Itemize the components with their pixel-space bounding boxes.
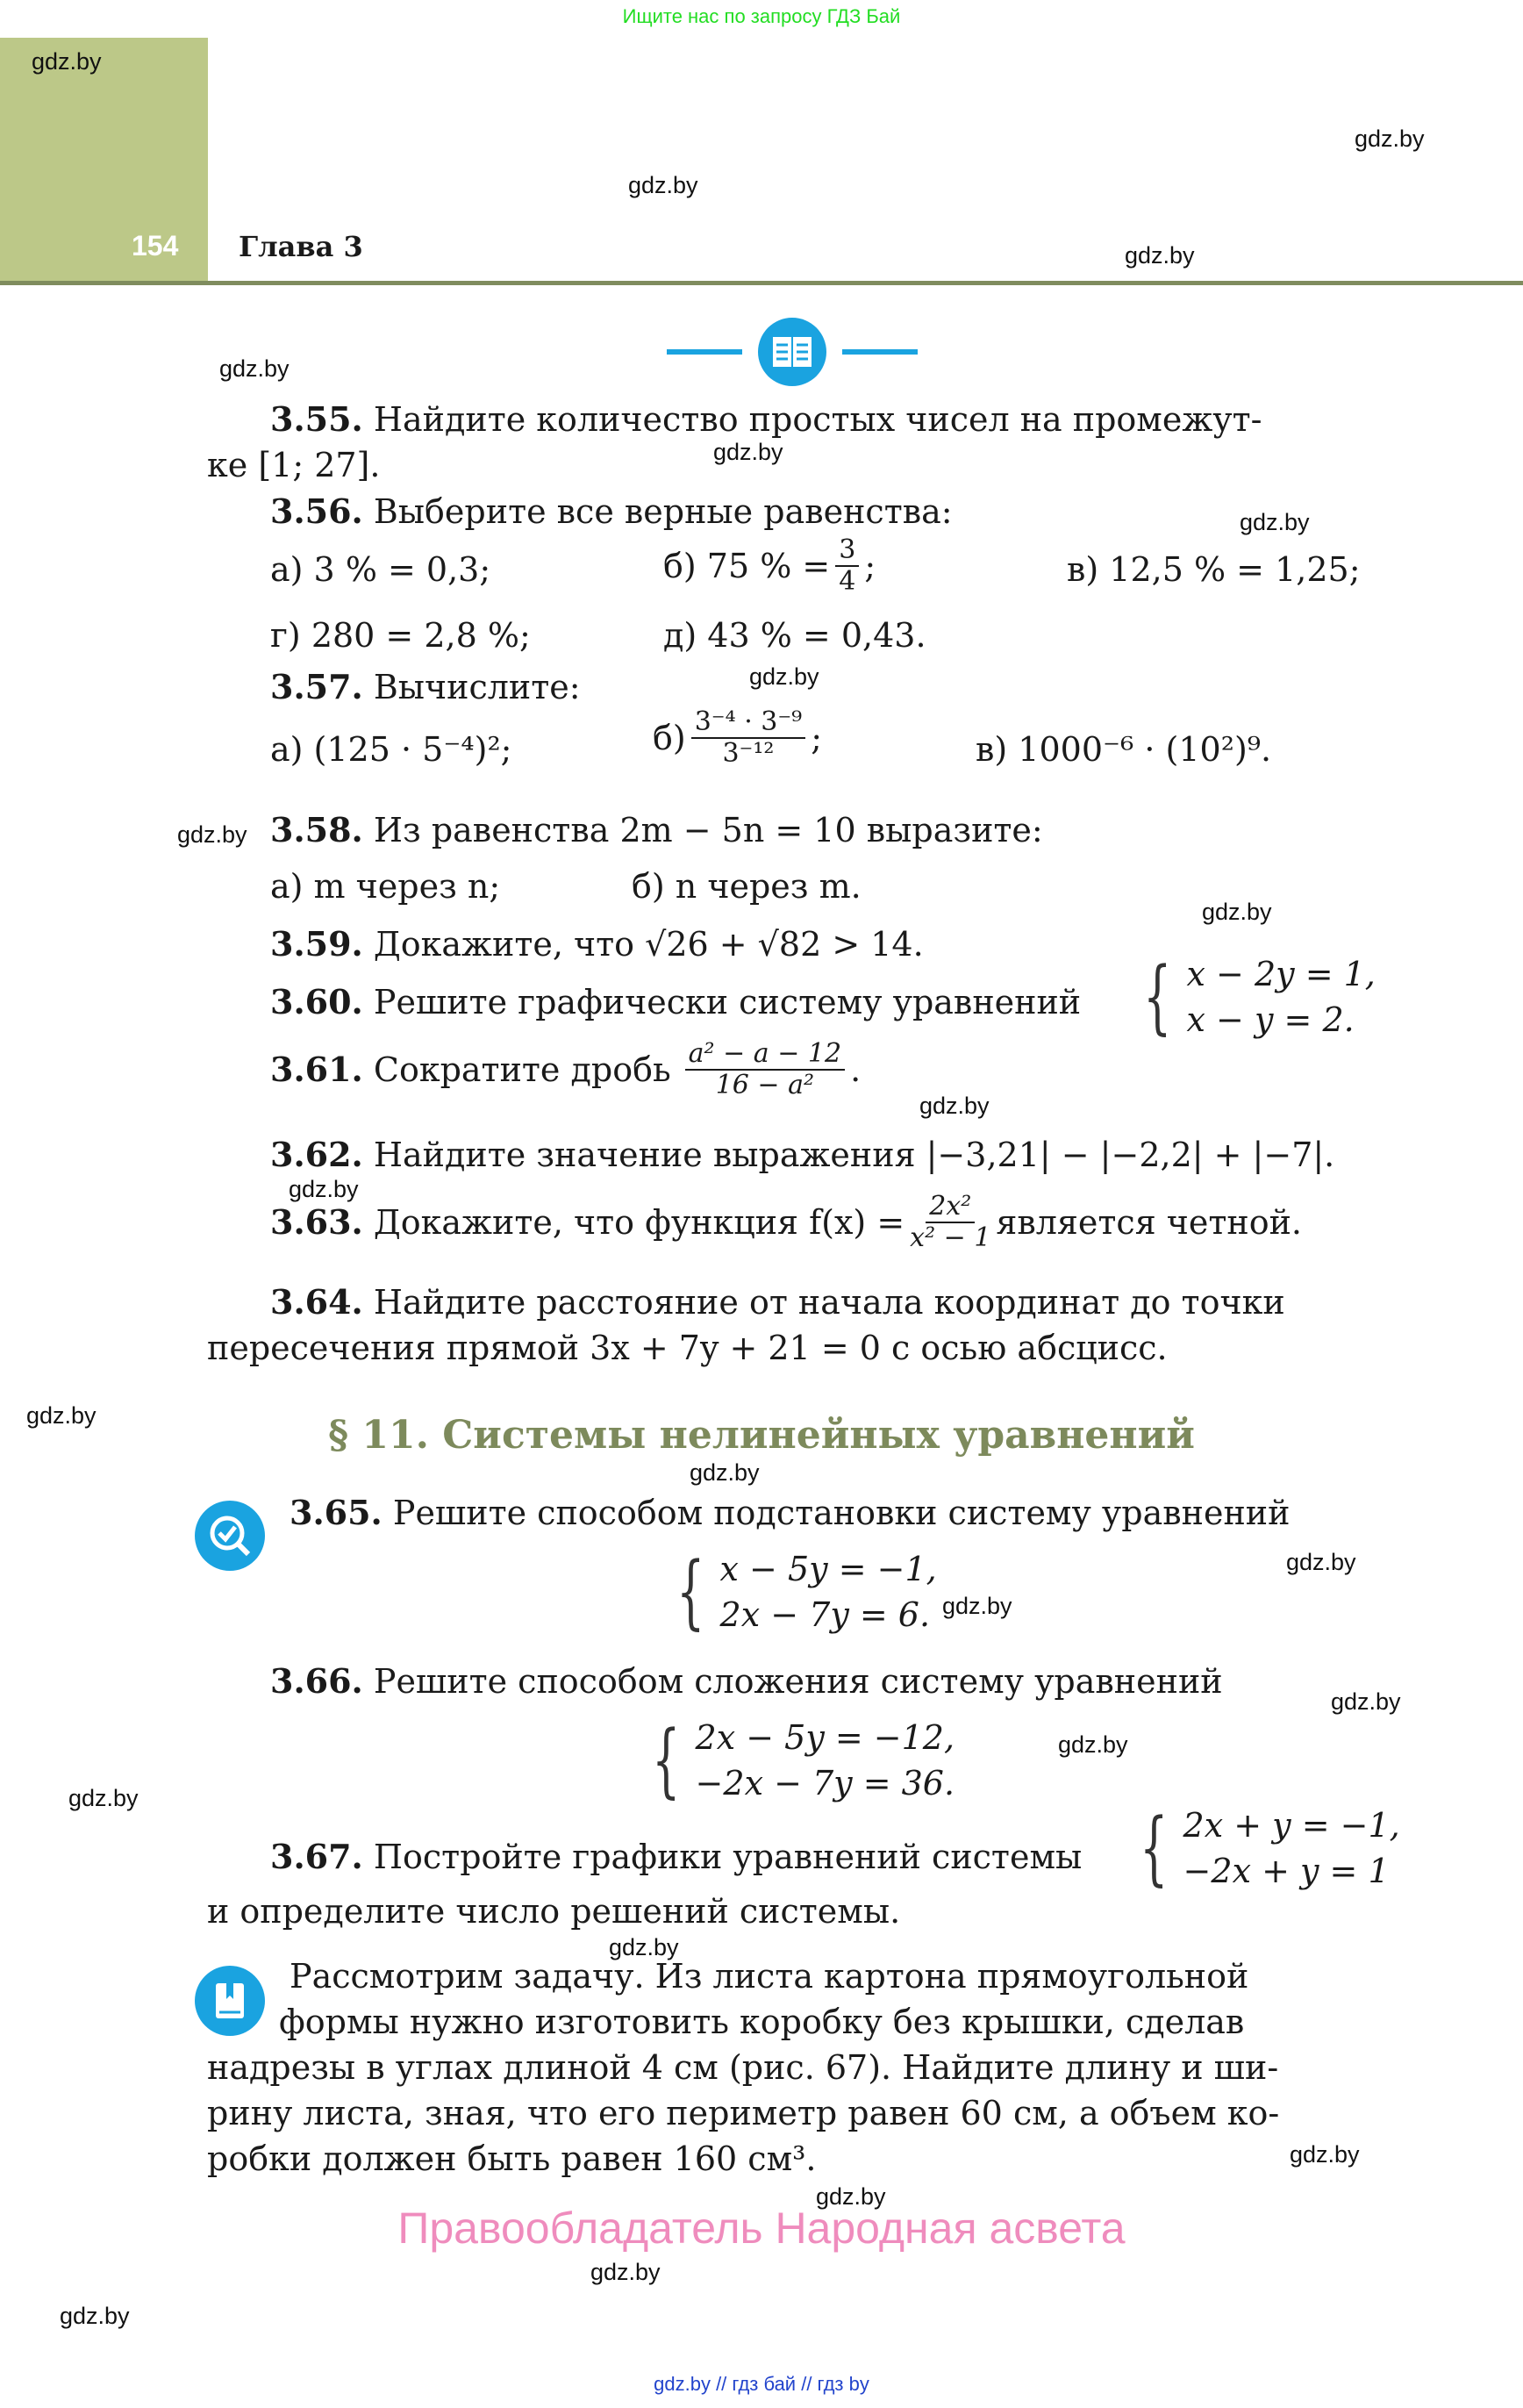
page-number: 154 — [132, 230, 179, 262]
option-a: а) m через n; — [270, 867, 501, 906]
watermark: gdz.by — [1355, 125, 1425, 152]
watermark: gdz.by — [219, 355, 290, 382]
watermark: gdz.by — [289, 1176, 359, 1202]
exercise-3-56: 3.56. Выберите все верные равенства: — [270, 491, 953, 531]
watermark: gdz.by — [919, 1093, 990, 1119]
option-a: а) 3 % = 0,3; — [270, 550, 491, 589]
footer-links[interactable]: gdz.by // гдз бай // гдз by — [654, 2373, 869, 2395]
option-b: б) 75 % = $\frac{3}{4}$ ; — [663, 534, 876, 597]
exercise-3-60: 3.60. Решите графически систему уравнений — [270, 982, 1082, 1021]
option-b: б) $\frac{\text{3⁻⁴ · 3⁻⁹}}{\text{3⁻¹²}}$ ; — [653, 706, 823, 769]
watermark: gdz.by — [26, 1402, 97, 1429]
watermark: gdz.by — [690, 1459, 760, 1486]
option-b: б) n через m. — [632, 867, 862, 906]
option-c: в) 1000⁻⁶ · (10²)⁹. — [976, 730, 1272, 769]
exercise-3-63: 3.63. Докажите, что функция f(x) = $\frac{\text{2x²}}{\text{x² − 1}}$ является четной. — [270, 1191, 1302, 1253]
exercise-3-57: 3.57. Вычислите: — [270, 667, 581, 706]
watermark: gdz.by — [1240, 509, 1310, 535]
book-icon — [195, 1966, 265, 2036]
problem-line: рину листа, зная, что его периметр равен 60 см, а объем ко- — [207, 2094, 1280, 2132]
equation-system: { x − 2y = 1, x − y = 2. — [1143, 950, 1376, 1043]
copyright-owner: Правообладатель Народная асвета — [397, 2204, 1126, 2253]
watermark: gdz.by — [1202, 899, 1272, 925]
watermark: gdz.by — [609, 1934, 679, 1960]
equation-system: { x − 5y = −1, 2x − 7y = 6. — [676, 1544, 937, 1638]
problem-line: робки должен быть равен 160 см³. — [207, 2139, 817, 2178]
exercise-3-64-cont: пересечения прямой 3x + 7y + 21 = 0 с осью абсцисс. — [207, 1329, 1168, 1367]
watermark: gdz.by — [60, 2303, 130, 2329]
check-search-icon — [195, 1501, 265, 1571]
option-d: г) 280 = 2,8 %; — [270, 616, 531, 655]
watermark: gdz.by — [628, 172, 698, 198]
equation-system: { 2x − 5y = −12, −2x − 7y = 36. — [652, 1713, 955, 1807]
watermark: gdz.by — [1125, 242, 1195, 269]
exercise-3-61: 3.61. Сократите дробь $\frac{\text{a² − a − 12}}{\text{16 − a²}}$ . — [270, 1038, 862, 1100]
open-book-icon — [758, 318, 826, 386]
divider-line-left — [667, 349, 742, 355]
exercise-3-67-cont: и определите число решений системы. — [207, 1892, 901, 1931]
option-c: в) 12,5 % = 1,25; — [1067, 550, 1361, 589]
watermark: gdz.by — [1290, 2141, 1360, 2168]
exercise-3-65: 3.65. Решите способом подстановки систему уравнений — [290, 1493, 1291, 1532]
watermark: gdz.by — [816, 2183, 886, 2210]
chapter-title: Глава 3 — [239, 230, 363, 263]
watermark: gdz.by — [68, 1785, 139, 1811]
exercise-3-62: 3.62. Найдите значение выражения |−3,21| − |−2,2| + |−7|. — [270, 1135, 1335, 1174]
problem-line: надрезы в углах длиной 4 см (рис. 67). Найдите длину и ши- — [207, 2048, 1279, 2087]
exercise-3-55-cont: ке [1; 27]. — [207, 446, 381, 484]
section-title: § 11. Системы нелинейных уравнений — [328, 1413, 1195, 1458]
problem-line: формы нужно изготовить коробку без крышки, сделав — [279, 2003, 1245, 2041]
watermark: gdz.by — [590, 2259, 661, 2285]
option-a: а) (125 · 5⁻⁴)²; — [270, 730, 512, 769]
watermark: gdz.by — [942, 1593, 1012, 1619]
watermark: gdz.by — [1058, 1731, 1128, 1758]
exercise-3-64: 3.64. Найдите расстояние от начала координат до точки — [270, 1282, 1285, 1322]
exercise-3-59: 3.59. Докажите, что √26 + √82 > 14. — [270, 924, 924, 964]
watermark: gdz.by — [1331, 1688, 1401, 1715]
watermark: gdz.by — [713, 439, 783, 465]
equation-system: { 2x + y = −1, −2x + y = 1 — [1140, 1801, 1400, 1895]
problem-line: Рассмотрим задачу. Из листа картона прямоугольной — [290, 1957, 1249, 1996]
watermark: gdz.by — [177, 821, 247, 848]
exercise-3-67: 3.67. Постройте графики уравнений системы — [270, 1837, 1083, 1876]
header-rule — [0, 281, 1523, 285]
option-e: д) 43 % = 0,43. — [663, 616, 926, 655]
watermark: gdz.by — [1286, 1549, 1356, 1575]
watermark: gdz.by — [749, 663, 819, 690]
exercise-3-66: 3.66. Решите способом сложения систему уравнений — [270, 1661, 1223, 1701]
watermark: gdz.by — [32, 48, 102, 75]
divider-line-right — [842, 349, 918, 355]
top-banner: Ищите нас по запросу ГДЗ Бай — [622, 5, 901, 27]
exercise-3-58: 3.58. Из равенства 2m − 5n = 10 выразите: — [270, 810, 1043, 849]
exercise-3-55: 3.55. Найдите количество простых чисел на промежут- — [270, 399, 1262, 439]
